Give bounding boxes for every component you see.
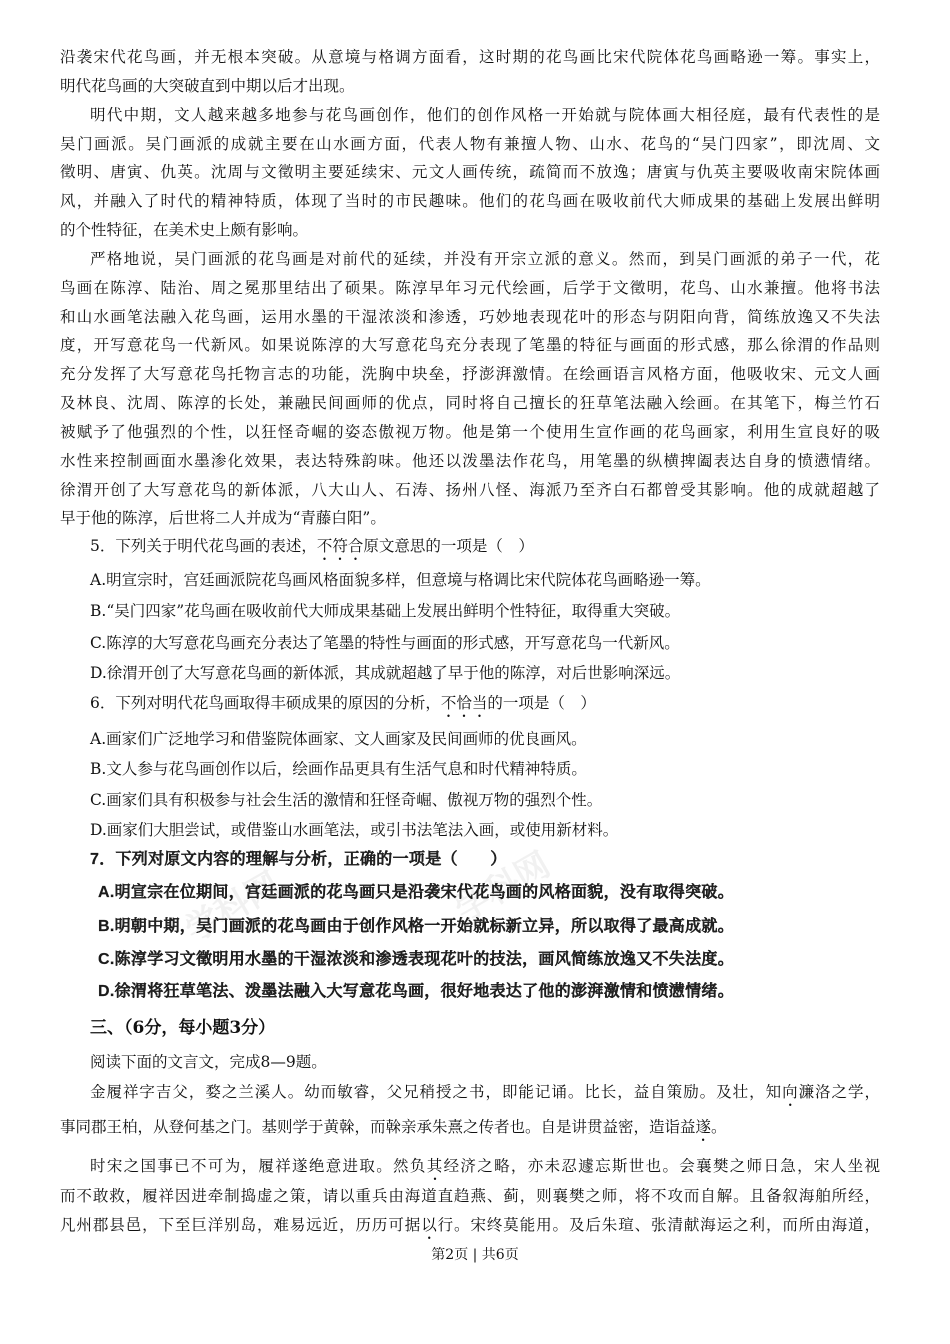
text: 行。宋终莫能用。及后朱瑄、张清献海运之利，而所由海道，	[437, 1216, 880, 1234]
passage-line: 徵明、唐寅、仇英。沈周与文徵明主要延续宋、元文人画传统，疏简而不放逸；唐寅与仇英主要吸收南宋院体画	[60, 163, 880, 181]
question-7-option-c: C.陈淳学习文徵明用水墨的干湿浓淡和渗透表现花叶的技法，画风简练放逸又不失法度。	[98, 951, 735, 968]
passage-line: 充分发挥了大写意花鸟托物言志的功能，洗胸中块垒，抒澎湃激情。在绘画语言风格方面，他吸收宋、元文人画	[60, 365, 880, 383]
passage-line: 严格地说，吴门画派的花鸟画是对前代的延续，并没有开宗立派的意义。然而，到吴门画派的弟子一代，花	[90, 250, 880, 268]
page-footer: 第2页 | 共6页	[431, 1247, 519, 1263]
emphasized-text: 以	[421, 1216, 438, 1234]
question-6-option-b: B.文人参与花鸟画创作以后，绘画作品更具有生活气息和时代精神特质。	[90, 760, 587, 778]
passage-line: 度，开写意花鸟一代新风。如果说陈淳的大写意花鸟充分表现了笔墨的特征与画面的形式感，那么徐渭的作品则	[60, 336, 880, 354]
question-5-option-b: B.“吴门四家”花鸟画在吸收前代大师成果基础上发展出鲜明个性特征，取得重大突破。	[90, 602, 681, 620]
text: 事同郡王柏，从登何基之门。基则学于黄榦，而榦亲承朱熹之传者也。自是讲贯益密，造诣益	[60, 1118, 696, 1136]
passage-line: 早于他的陈淳，后世将二人并成为“青藤白阳”。	[60, 509, 386, 527]
question-6-option-c: C.画家们具有积极参与社会生活的激情和狂怪奇崛、傲视万物的强烈个性。	[90, 791, 603, 809]
emphasized-text: 不恰当	[440, 694, 488, 712]
watermark: 学科网	[448, 844, 557, 931]
question-5-option-c: C.陈淳的大写意花鸟画充分表达了笔墨的特性与画面的形式感，开写意花鸟一代新风。	[90, 634, 680, 652]
question-5-stem	[90, 532, 534, 560]
passage-line: 和山水画笔法融入花鸟画，运用水墨的干湿浓淡和渗透，巧妙地表现花叶的形态与阴阳向背，简练放逸又不失法	[60, 308, 880, 326]
passage-line: 水性来控制画面水墨渗化效果，表达特殊韵味。他还以泼墨法作花鸟，用笔墨的纵横捭阖表达自身的愤懑情绪。	[60, 452, 880, 470]
section-heading: 三、（6分，每小题3分）	[90, 1018, 276, 1038]
passage-line: 明代中期，文人越来越多地参与花鸟画创作，他们的创作风格一开始就与院体画大相径庭，最有代表性的是	[90, 106, 880, 124]
question-6-option-a: A.画家们广泛地学习和借鉴院体画家、文人画家及民间画师的优良画风。	[90, 730, 587, 748]
question-7-option-d: D.徐渭将狂草笔法、泼墨法融入大写意花鸟画，很好地表达了他的澎湃激情和愤懑情绪。	[98, 983, 735, 1000]
stem-text: 5．下列关于明代花鸟画的表述，	[90, 537, 317, 555]
question-6-stem	[90, 689, 596, 717]
classical-text-line	[60, 1113, 880, 1141]
passage-line: 鸟画在陈淳、陆治、周之冕那里结出了硕果。陈淳早年习元代绘画，后学于文徵明，花鸟、山水兼擅。他将书法	[60, 279, 880, 297]
emphasized-text: 不符合	[316, 537, 364, 555]
question-7-stem: 7．下列对原文内容的理解与分析，正确的一项是（ ）	[90, 851, 507, 868]
question-6-option-d: D.画家们大胆尝试，或借鉴山水画笔法，或引书法笔法入画，或使用新材料。	[90, 821, 619, 839]
passage-line: 风，并融入了时代的精神特质，体现了当时的市民趣味。他们的花鸟画在吸收前代大师成果的基础上发展出鲜明	[60, 192, 880, 210]
text: 濂洛之学，	[798, 1083, 880, 1101]
question-7-option-a: A.明宣宗在位期间，宫廷画派的花鸟画只是沿袭宋代花鸟画的风格面貌，没有取得突破。	[98, 884, 735, 901]
passage-line: 被赋予了他强烈的个性，以狂怪奇崛的姿态傲视万物。他是第一个使用生宣作画的花鸟画家，利用生宣良好的吸	[60, 423, 880, 441]
question-5-option-d: D.徐渭开创了大写意花鸟画的新体派，其成就超越了早于他的陈淳，对后世影响深远。	[90, 664, 681, 682]
passage-line: 沿袭宋代花鸟画，并无根本突破。从意境与格调方面看，这时期的花鸟画比宋代院体花鸟画略逊一筹。事实上，	[60, 48, 880, 66]
watermark: 学科网	[178, 864, 287, 951]
text: 。	[711, 1118, 727, 1136]
question-5-option-a: A.明宣宗时，宫廷画派院花鸟画风格面貌多样，但意境与格调比宋代院体花鸟画略逊一筹。	[90, 571, 711, 589]
stem-text: 的一项是（ ）	[487, 694, 596, 712]
passage-line: 及林良、沈周、陈淳的长处，兼融民间画师的优点，同时将自己擅长的狂草笔法融入绘画。在其笔下，梅兰竹石	[60, 394, 880, 412]
passage-line: 吴门画派。吴门画派的成就主要在山水画方面，代表人物有兼擅人物、山水、花鸟的“吴门四家”，即沈周、文	[60, 135, 880, 153]
emphasized-text: 遂	[695, 1118, 712, 1136]
classical-text-line: 而不敢救，履祥因进牵制捣虚之策，请以重兵由海道直趋燕、蓟，则襄樊之师，将不攻而自解。且备叙海舶所经，	[60, 1187, 880, 1205]
stem-text: 6．下列对明代花鸟画取得丰硕成果的原因的分析，	[90, 694, 441, 712]
classical-text-line	[60, 1211, 880, 1239]
classical-text-line	[90, 1078, 880, 1106]
passage-line: 的个性特征，在美术史上颇有影响。	[60, 221, 309, 239]
section-instruction: 阅读下面的文言文，完成8—9题。	[90, 1053, 327, 1071]
text: 经济之略，亦未忍遽忘斯世也。会襄樊之师日急，宋人坐视	[443, 1157, 880, 1175]
text: 凡州郡县邑，下至巨洋别岛，难易远近，历历可据	[60, 1216, 422, 1234]
text: 时宋之国事已不可为，履祥遂绝意进取。然负	[90, 1157, 427, 1175]
question-7-option-b: B.明朝中期，吴门画派的花鸟画由于创作风格一开始就标新立异，所以取得了最高成就。	[98, 918, 735, 935]
passage-line: 徐渭开创了大写意花鸟的新体派，八大山人、石涛、扬州八怪、海派乃至齐白石都曾受其影响。他的成就超越了	[60, 481, 880, 499]
passage-line: 明代花鸟画的大突破直到中期以后才出现。	[60, 77, 355, 95]
stem-text: 原文意思的一项是（ ）	[363, 537, 534, 555]
emphasized-text: 向	[782, 1083, 799, 1101]
emphasized-text: 其	[426, 1157, 444, 1175]
text: 金履祥字吉父，婺之兰溪人。幼而敏睿，父兄稍授之书，即能记诵。比长，益自策励。及壮，知	[90, 1083, 783, 1101]
classical-text-line	[90, 1152, 880, 1180]
